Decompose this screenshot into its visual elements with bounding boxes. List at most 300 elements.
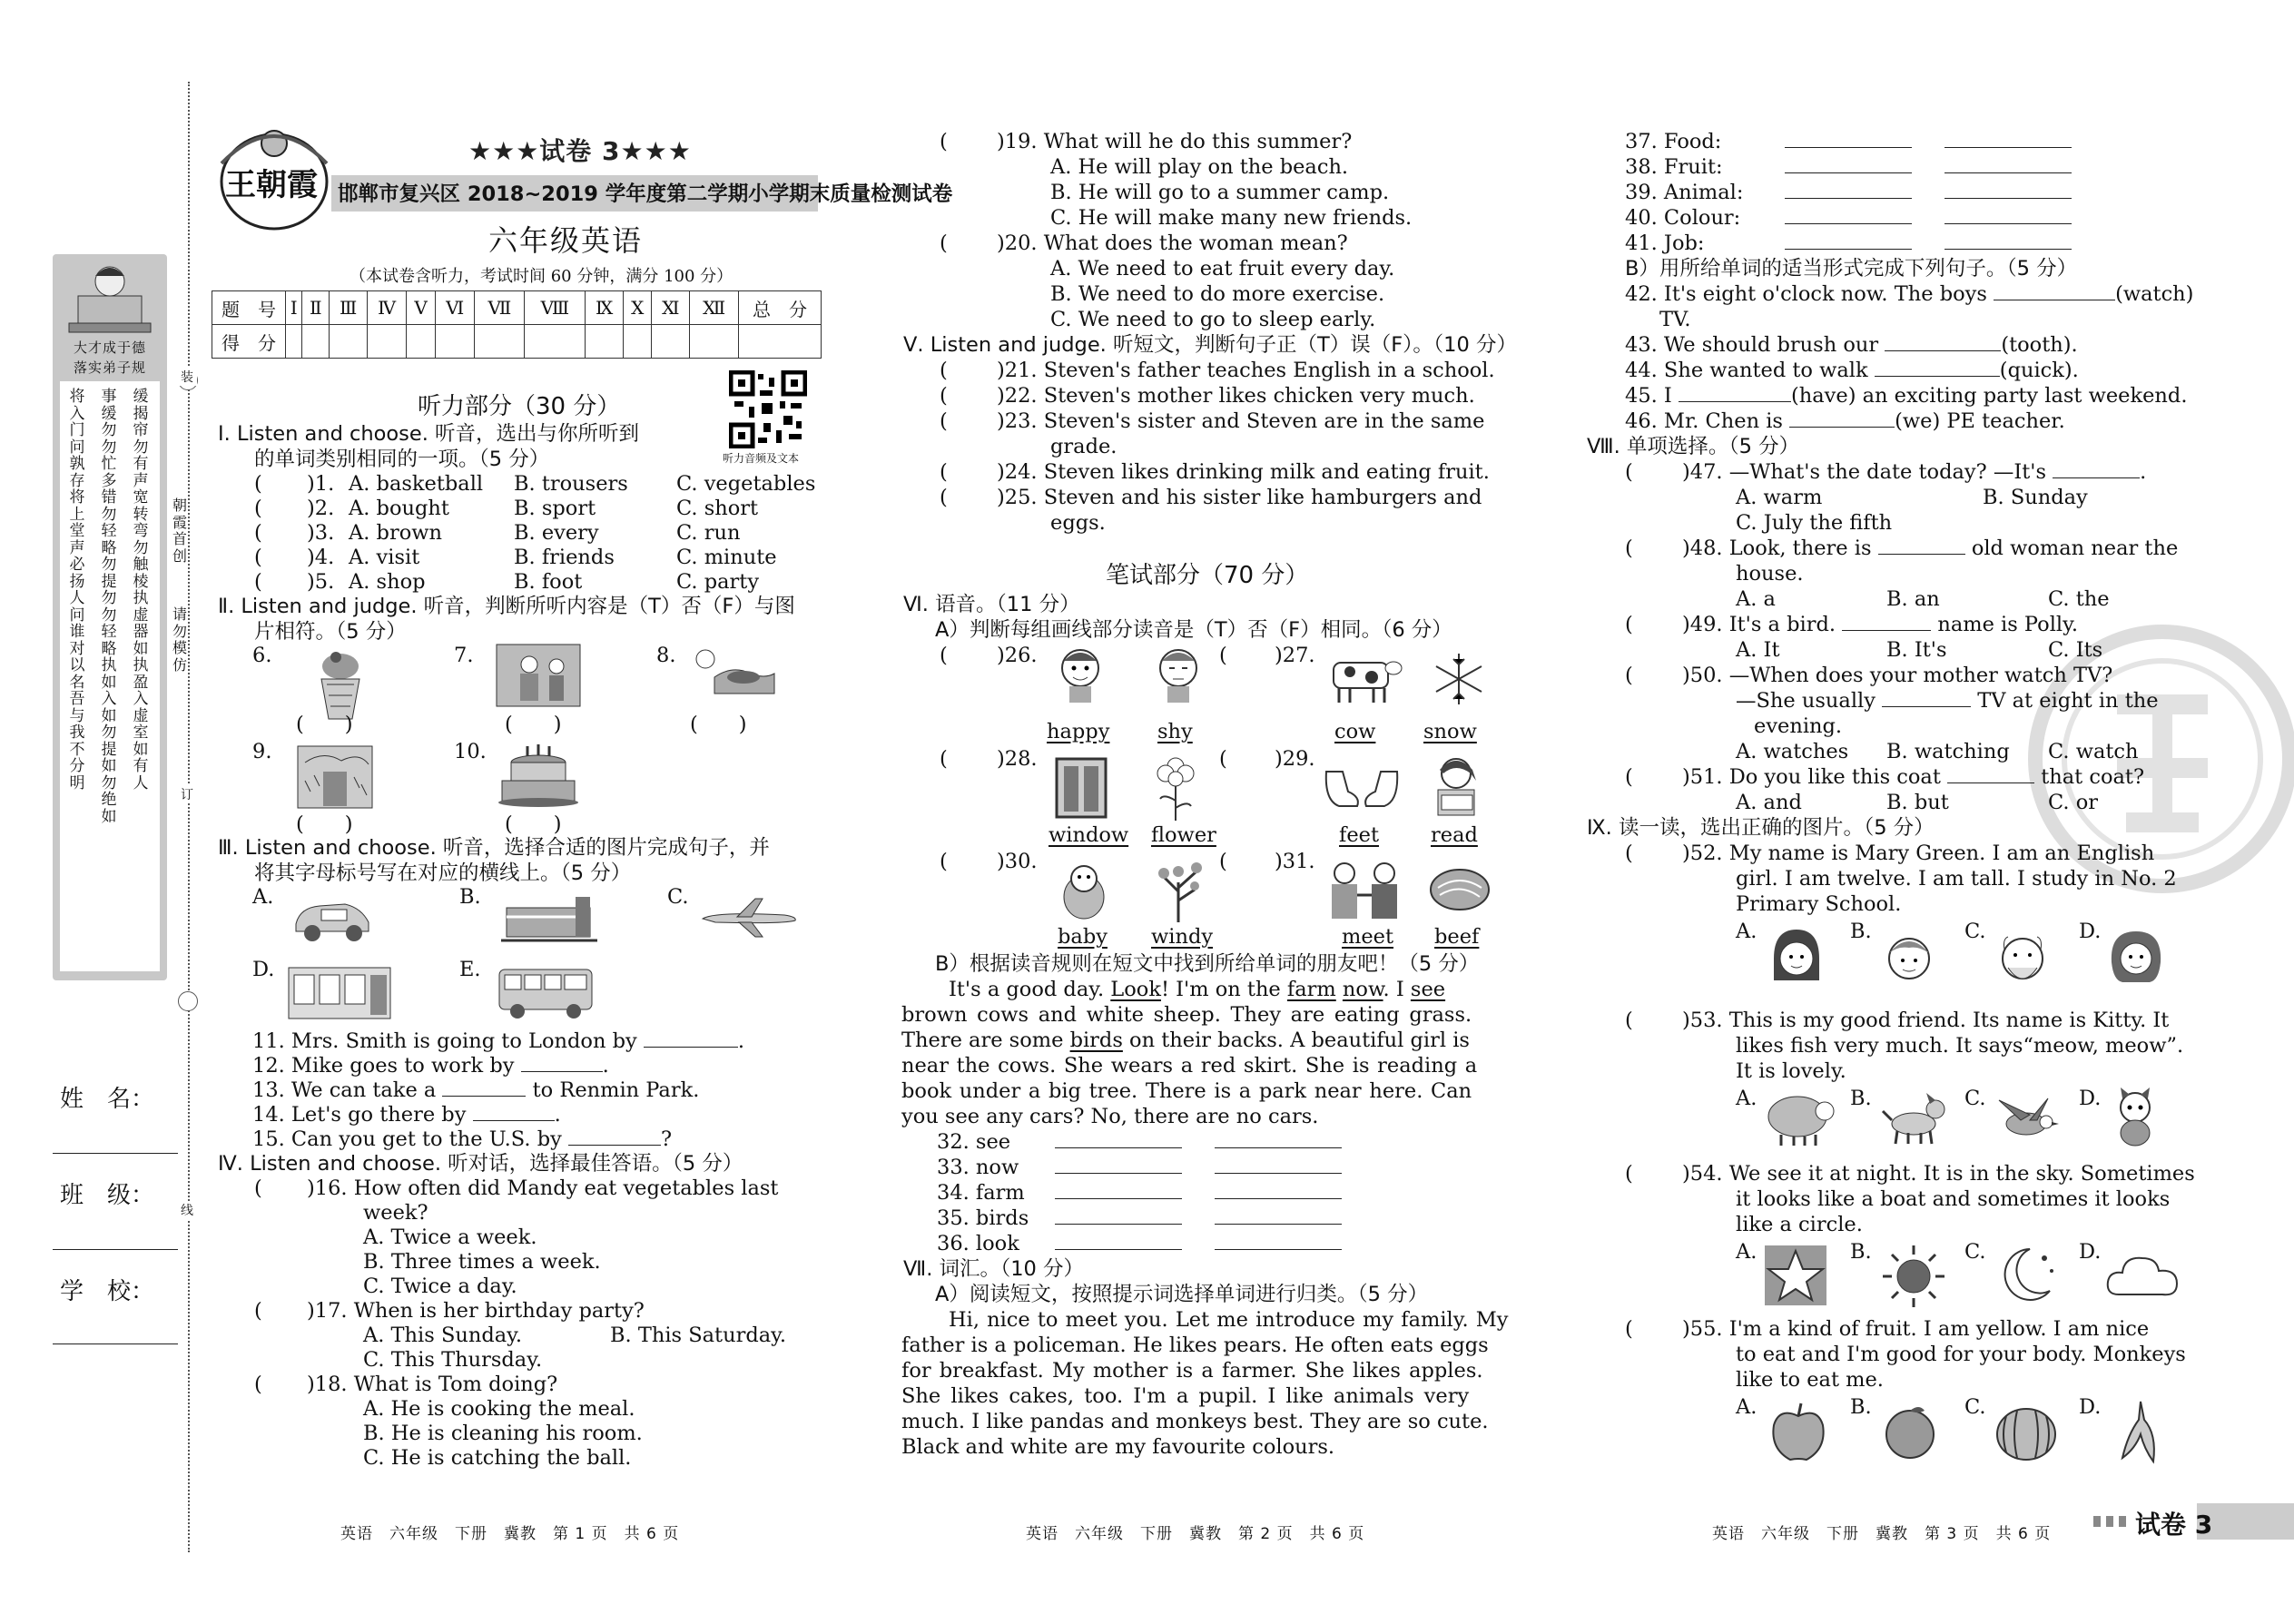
answer-bracket[interactable]: ( — [940, 130, 948, 153]
score-cell: Ⅶ — [475, 291, 525, 325]
score-cell: Ⅵ — [435, 291, 474, 325]
answer-bracket[interactable]: ( — [254, 1299, 262, 1323]
section-7a-title: A）阅读短文，按照提示词选择单词进行归类。（5 分） — [935, 1283, 1429, 1306]
score-input[interactable] — [739, 325, 822, 359]
q18-option-b: B. He is cleaning his room. — [363, 1422, 643, 1445]
qr-caption: 听力音频及文本 — [723, 452, 800, 465]
q4-option-a: A. visit — [349, 546, 420, 569]
rain-image — [296, 744, 374, 810]
q47-option-c: C. July the fifth — [1736, 511, 1893, 535]
apple-image[interactable] — [1768, 1402, 1828, 1463]
score-cell: Ⅸ — [586, 291, 624, 325]
score-cell: Ⅱ — [302, 291, 330, 325]
q48-blank[interactable] — [1878, 537, 1965, 555]
q1-option-b: B. trousers — [514, 472, 628, 496]
bus-image — [496, 964, 596, 1022]
score-cell: Ⅷ — [525, 291, 586, 325]
girl-reading-image — [1425, 753, 1489, 821]
page-1-footer: 英语 六年级 下册 冀教 第 1 页 共 6 页 — [340, 1525, 680, 1543]
q3-option-b: B. every — [514, 521, 599, 545]
answer-bracket[interactable]: ( — [1625, 842, 1633, 865]
q39-blank-1[interactable] — [1785, 180, 1912, 199]
vocab-passage-line-5: much. I like pandas and monkeys best. They are so cute. — [901, 1410, 1489, 1433]
cake-image — [309, 648, 372, 721]
dog-image[interactable] — [1876, 1088, 1948, 1147]
bird-image[interactable] — [1990, 1093, 2063, 1147]
score-cell: Ⅺ — [652, 291, 690, 325]
section-1-title — [218, 421, 639, 447]
q51-tail: that coat? — [2041, 765, 2145, 789]
answer-bracket[interactable]: ( — [940, 384, 948, 408]
answer-bracket[interactable]: ( — [940, 460, 948, 484]
answer-bracket[interactable]: ( — [1625, 664, 1633, 687]
answer-bracket[interactable]: ( — [254, 497, 262, 520]
q42 — [1625, 281, 2193, 307]
score-input[interactable] — [330, 325, 368, 359]
vocab-passage-line-2: father is a policeman. He likes pears. He often eats eggs — [901, 1334, 1489, 1357]
q36-blank-1[interactable] — [1055, 1231, 1182, 1250]
answer-bracket[interactable]: ( — [254, 570, 262, 594]
q21: )21. Steven's father teaches English in a school. — [997, 359, 1495, 382]
exam-title: 邯郸市复兴区 2018~2019 学年度第二学期小学期末质量检测试卷 — [338, 182, 953, 206]
q53-option-c-label: C. — [1964, 1087, 1986, 1110]
q55-line-2: to eat and I'm good for your body. Monkeys — [1736, 1343, 2186, 1366]
airplane-image — [697, 895, 799, 940]
sheep-image[interactable] — [1761, 1089, 1837, 1147]
q6-bracket[interactable]: ( ) — [296, 713, 353, 736]
q11: 11. Mrs. Smith is going to London by . — [252, 1029, 745, 1053]
answer-bracket[interactable]: ( — [940, 747, 948, 771]
answer-bracket[interactable]: ( — [1219, 747, 1227, 771]
q37 — [1625, 129, 2104, 154]
q41 — [1625, 231, 2104, 256]
q49-option-b: B. It's — [1886, 638, 1947, 662]
q32 — [937, 1129, 1374, 1155]
moon-image[interactable] — [1994, 1244, 2059, 1307]
q4-option-b: B. friends — [514, 546, 615, 569]
answer-bracket[interactable]: ( — [1219, 850, 1227, 873]
answer-bracket[interactable]: ( — [940, 409, 948, 433]
q47-stem: )47. —What's the date today? —It's . — [1682, 460, 2147, 484]
beach-image — [687, 646, 778, 701]
answer-bracket[interactable]: ( — [1625, 765, 1633, 789]
score-cell: 得 分 — [212, 325, 286, 359]
answer-bracket[interactable]: ( — [940, 644, 948, 667]
q20-option-a: A. We need to eat fruit every day. — [1050, 257, 1395, 281]
q50-option-c: C. watch — [2048, 740, 2139, 763]
score-input[interactable] — [525, 325, 586, 359]
name-field[interactable] — [53, 1153, 178, 1154]
q50-text: —She usually — [1736, 689, 1876, 713]
school-field[interactable] — [53, 1343, 178, 1344]
score-input[interactable] — [652, 325, 690, 359]
q53-line-1: )53. This is my good friend. Its name is Kitty. It — [1682, 1009, 2170, 1032]
section-1-title-2: 的单词类别相同的一项。（5 分） — [254, 448, 550, 471]
q48-option-c: C. the — [2048, 587, 2110, 611]
phonics-passage-line-6: you see any cars? No, there are no cars. — [901, 1105, 1319, 1128]
q12-text: 12. Mike goes to work by — [252, 1054, 515, 1078]
q15-text: 15. Can you get to the U.S. by — [252, 1127, 562, 1151]
word-feet — [1339, 822, 1379, 848]
answer-bracket[interactable]: ( — [254, 1373, 262, 1396]
q46-blank[interactable] — [1789, 410, 1895, 428]
word-flower — [1151, 822, 1216, 848]
q40 — [1625, 205, 2104, 231]
option-c-label: C. — [667, 885, 689, 909]
score-input[interactable] — [302, 325, 330, 359]
vocab-passage-line-4: She likes cakes, too. I'm a pupil. I like animals very — [901, 1384, 1470, 1408]
q17-option-c: C. This Thursday. — [363, 1348, 543, 1372]
score-input[interactable] — [368, 325, 407, 359]
word-snow-text: snow — [1423, 720, 1477, 743]
q25: )25. Steven and his sister like hamburgers and — [997, 486, 1482, 509]
word-happy — [1047, 719, 1109, 744]
class-field[interactable] — [53, 1249, 178, 1250]
q52-line-1: )52. My name is Mary Green. I am an English — [1682, 842, 2155, 865]
section-9-title: Ⅸ. 读一读，选出正确的图片。（5 分） — [1587, 816, 1935, 840]
q8-number: 8. — [656, 644, 676, 667]
q39-label: 39. Animal: — [1625, 181, 1744, 204]
q55-line-1: )55. I'm a kind of fruit. I am yellow. I am nice — [1682, 1317, 2150, 1341]
sun-image[interactable] — [1881, 1244, 1946, 1309]
q51-option-c: C. or — [2048, 791, 2099, 814]
slogan-1: 大才成于德 — [73, 340, 146, 356]
section-7b-title: B）用所给单词的适当形式完成下列句子。（5 分） — [1625, 257, 2078, 281]
answer-bracket[interactable]: ( — [254, 472, 262, 496]
q25-cont: eggs. — [1050, 511, 1106, 535]
q14: 14. Let's go there by . — [252, 1103, 561, 1127]
section-2-title-2: 片相符。（5 分） — [254, 620, 407, 644]
q32-blank-2[interactable] — [1215, 1129, 1342, 1148]
answer-bracket[interactable]: ( — [254, 546, 262, 569]
word-cow — [1334, 719, 1375, 744]
option-a-label: A. — [252, 885, 274, 909]
answer-bracket[interactable]: ( — [254, 1176, 262, 1200]
score-cell: 总 分 — [739, 291, 822, 325]
q43 — [1625, 332, 2078, 358]
q50-blank[interactable] — [1882, 690, 1971, 707]
qr-code[interactable] — [729, 370, 807, 448]
q54-option-c-label: C. — [1964, 1240, 1986, 1264]
q50-stem-3: evening. — [1754, 714, 1843, 738]
q52-option-b-label: B. — [1850, 920, 1872, 943]
name-label: 姓 名： — [60, 1086, 155, 1113]
answer-bracket[interactable]: ( — [1625, 460, 1633, 484]
corner-tag: 试卷 3 — [2135, 1510, 2213, 1540]
q17-stem: )17. When is her birthday party? — [307, 1299, 645, 1323]
q43-blank[interactable] — [1885, 334, 2001, 351]
written-part-title: 笔试部分（70 分） — [1106, 562, 1309, 589]
q49-stem — [1682, 612, 2078, 637]
dotted-cut-line — [188, 82, 190, 1552]
q11-blank[interactable] — [644, 1030, 738, 1048]
class-label: 班 级： — [60, 1182, 155, 1209]
q39-blank-2[interactable] — [1944, 180, 2072, 199]
section-6-title: Ⅵ. 语音。（11 分） — [903, 593, 1080, 616]
q34-blank-2[interactable] — [1215, 1180, 1342, 1199]
score-input[interactable] — [475, 325, 525, 359]
q9-number: 9. — [252, 740, 272, 763]
q3-option-a: A. brown — [349, 521, 443, 545]
q41-blank-2[interactable] — [1944, 231, 2072, 250]
q1-option-c: C. vegetables — [676, 472, 816, 496]
q19-stem: )19. What will he do this summer? — [997, 130, 1353, 153]
q47-blank[interactable] — [2053, 461, 2140, 478]
section-2-title: Ⅱ. Listen and judge. 听音，判断所听内容是（T）否（F）与图 — [218, 595, 795, 618]
phonics-passage-line-4: near the cows. She wears a red skirt. She is reading a — [901, 1054, 1478, 1078]
q10-bracket[interactable]: ( ) — [505, 812, 562, 836]
q28-number: )28. — [997, 747, 1038, 771]
q49-blank[interactable] — [1842, 614, 1931, 631]
q35 — [937, 1206, 1374, 1231]
q41-blank-1[interactable] — [1785, 231, 1912, 250]
q32-blank-1[interactable] — [1055, 1129, 1182, 1148]
two-men-meeting-image — [1321, 859, 1408, 920]
cow-image — [1321, 650, 1403, 708]
boy-face-image[interactable] — [1877, 926, 1941, 991]
score-input[interactable] — [435, 325, 474, 359]
word-feet-text: feet — [1339, 823, 1380, 847]
q40-label: 40. Colour: — [1625, 206, 1741, 230]
q1-option-a: A. basketball — [349, 472, 484, 496]
page-2-footer: 英语 六年级 下册 冀教 第 2 页 共 6 页 — [1026, 1525, 1365, 1543]
score-cell: Ⅳ — [368, 291, 407, 325]
q52-option-a-label: A. — [1736, 920, 1757, 943]
score-cell: Ⅹ — [624, 291, 652, 325]
score-input[interactable] — [624, 325, 652, 359]
cut-label-2: 订 — [177, 785, 197, 803]
feet-image — [1321, 764, 1403, 815]
phonics-passage-line-5: book under a big tree. There is a park near here. Can — [901, 1079, 1472, 1103]
q8-bracket[interactable]: ( ) — [690, 713, 747, 736]
q50-tail: TV at eight in the — [1977, 689, 2159, 713]
word-baby-text: baby — [1058, 925, 1108, 949]
answer-bracket[interactable]: ( — [940, 486, 948, 509]
page-3-footer: 英语 六年级 下册 冀教 第 3 页 共 6 页 — [1712, 1525, 2052, 1543]
q45-blank[interactable] — [1679, 385, 1791, 402]
q35-blank-1[interactable] — [1055, 1206, 1182, 1225]
q51-text: )51. Do you like this coat — [1682, 765, 1941, 789]
word-window-text: window — [1049, 823, 1129, 847]
q38-blank-1[interactable] — [1785, 154, 1912, 173]
q38 — [1625, 154, 2104, 180]
q49-text: )49. It's a bird. — [1682, 613, 1836, 636]
q53-option-b-label: B. — [1850, 1087, 1872, 1110]
section-1-title-en: Ⅰ. Listen and choose. — [218, 422, 428, 446]
word-cow-text: cow — [1334, 720, 1376, 743]
answer-bracket[interactable]: ( — [1625, 1009, 1633, 1032]
q41-label: 41. Job: — [1625, 231, 1705, 255]
score-input[interactable] — [407, 325, 436, 359]
answer-bracket[interactable]: ( — [940, 850, 948, 873]
q6-number: 6. — [252, 644, 272, 667]
q20-option-c: C. We need to go to sleep early. — [1050, 308, 1376, 331]
q40-blank-2[interactable] — [1944, 205, 2072, 224]
q17-option-b: B. This Saturday. — [610, 1324, 787, 1347]
q13-text: 13. We can take a — [252, 1078, 437, 1102]
q33-blank-2[interactable] — [1215, 1155, 1342, 1174]
watermelon-image[interactable] — [1994, 1403, 2059, 1463]
car-image — [289, 891, 376, 946]
score-input[interactable] — [586, 325, 624, 359]
cloud-image[interactable] — [2104, 1251, 2181, 1302]
q51-blank[interactable] — [1947, 766, 2034, 783]
shopping-image — [493, 637, 584, 710]
q48-option-b: B. an — [1886, 587, 1940, 611]
windy-tree-image — [1151, 855, 1209, 924]
q5-option-c: C. party — [676, 570, 760, 594]
boy-face-image — [1055, 645, 1106, 704]
q23-cont: grade. — [1050, 435, 1117, 458]
old-man-face-image[interactable] — [1990, 928, 2055, 993]
q2-option-c: C. short — [676, 497, 759, 520]
answer-bracket[interactable]: ( — [1625, 1162, 1633, 1186]
q52-line-2: girl. I am twelve. I am tall. I study in No. 2 — [1736, 867, 2177, 891]
q5-option-a: A. shop — [349, 570, 426, 594]
star-image[interactable] — [1763, 1244, 1828, 1307]
q44 — [1625, 358, 2079, 383]
q52-option-d-label: D. — [2079, 920, 2102, 943]
q33-label: 33. now — [937, 1156, 1019, 1179]
q4-number: )4. — [307, 546, 335, 569]
q29-number: )29. — [1275, 747, 1315, 771]
q39 — [1625, 180, 2104, 205]
q19-option-a: A. He will play on the beach. — [1050, 155, 1349, 179]
q14-blank[interactable] — [473, 1104, 555, 1121]
q54-option-d-label: D. — [2079, 1240, 2102, 1264]
q43-text: 43. We should brush our — [1625, 333, 1879, 357]
answer-bracket[interactable]: ( — [1219, 644, 1227, 667]
section-3-title: Ⅲ. Listen and choose. 听音，选择合适的图片完成句子，并 — [218, 836, 770, 860]
word-window — [1049, 822, 1128, 848]
q42-cont: TV. — [1659, 308, 1691, 331]
score-cell: 题 号 — [212, 291, 286, 325]
section-8-title: Ⅷ. 单项选择。（5 分） — [1587, 435, 1800, 458]
q50-option-a: A. watches — [1736, 740, 1849, 763]
train-image — [497, 891, 599, 948]
q55-option-a-label: A. — [1736, 1395, 1757, 1419]
girl-face-image[interactable] — [1765, 926, 1828, 991]
q33-blank-1[interactable] — [1055, 1155, 1182, 1174]
answer-bracket[interactable]: ( — [1625, 1317, 1633, 1341]
q13-blank[interactable] — [442, 1079, 526, 1097]
q46-text: 46. Mr. Chen is — [1625, 409, 1783, 433]
answer-bracket[interactable]: ( — [1625, 613, 1633, 636]
corner-dots — [2093, 1516, 2130, 1527]
option-b-label: B. — [459, 885, 481, 909]
score-cell: Ⅰ — [286, 291, 302, 325]
q47-option-b: B. Sunday — [1983, 486, 2088, 509]
banana-image[interactable] — [2108, 1398, 2173, 1467]
q16-option-a: A. Twice a week. — [363, 1225, 537, 1249]
q1-number: )1. — [307, 472, 335, 496]
orange-image[interactable] — [1881, 1403, 1939, 1462]
section-6a-title: A）判断每组画线部分读音是（T）否（F）相同。（6 分） — [935, 618, 1452, 642]
q11-text: 11. Mrs. Smith is going to London by — [252, 1029, 637, 1053]
q51-option-a: A. and — [1736, 791, 1802, 814]
q42-blank[interactable] — [1994, 283, 2115, 300]
side-note-2: 请勿模仿 — [172, 605, 187, 674]
word-baby — [1058, 924, 1108, 950]
q26-number: )26. — [997, 644, 1038, 667]
q2-option-a: A. bought — [349, 497, 449, 520]
q36 — [937, 1231, 1374, 1256]
score-input[interactable] — [690, 325, 739, 359]
q14-text: 14. Let's go there by — [252, 1103, 467, 1127]
q20-stem: )20. What does the woman mean? — [997, 231, 1348, 255]
q15-blank[interactable] — [568, 1128, 661, 1146]
q44-blank[interactable] — [1875, 359, 2000, 377]
q37-blank-1[interactable] — [1785, 129, 1912, 148]
q2-option-b: B. sport — [514, 497, 596, 520]
cat-image[interactable] — [2106, 1086, 2164, 1149]
q53-line-2: likes fish very much. It says“meow, meow”. — [1736, 1034, 2184, 1058]
q37-blank-2[interactable] — [1944, 129, 2072, 148]
q22: )22. Steven's mother likes chicken very much. — [997, 384, 1475, 408]
word-shy — [1157, 719, 1193, 744]
q55-line-3: like to eat me. — [1736, 1368, 1884, 1392]
q40-blank-1[interactable] — [1785, 205, 1912, 224]
q44-text: 44. She wanted to walk — [1625, 359, 1868, 382]
q4-option-c: C. minute — [676, 546, 777, 569]
q16-stem: )16. How often did Mandy eat vegetables last — [307, 1176, 779, 1200]
word-beef — [1434, 924, 1479, 950]
poem-col-3: 缓揭帘勿有声宽转弯勿触棱执虚器如执盈入虚室如有人 — [133, 388, 149, 792]
q9-bracket[interactable]: ( ) — [296, 812, 353, 836]
q45-hint: (have) an exciting party last weekend. — [1790, 384, 2188, 408]
q49-option-a: A. It — [1736, 638, 1780, 662]
q54-option-b-label: B. — [1850, 1240, 1872, 1264]
q7-bracket[interactable]: ( ) — [505, 713, 562, 736]
answer-bracket[interactable]: ( — [940, 231, 948, 255]
q48-text: )48. Look, there is — [1682, 536, 1872, 560]
score-input[interactable] — [286, 325, 302, 359]
word-beef-text: beef — [1434, 925, 1480, 949]
answer-bracket[interactable]: ( — [254, 521, 262, 545]
q5-option-b: B. foot — [514, 570, 583, 594]
q42-hint: (watch) — [2115, 282, 2194, 306]
q37-label: 37. Food: — [1625, 130, 1722, 153]
phonics-passage-line-1: It's a good day. Look! I'm on the farm now. I see — [949, 978, 1446, 1001]
q46 — [1625, 408, 2065, 434]
word-windy — [1151, 924, 1213, 950]
q47-option-a: A. warm — [1736, 486, 1823, 509]
q30-number: )30. — [997, 850, 1038, 873]
score-cell: Ⅴ — [407, 291, 436, 325]
q48-cont: house. — [1736, 562, 1804, 586]
q38-blank-2[interactable] — [1944, 154, 2072, 173]
score-cell: Ⅲ — [330, 291, 368, 325]
q27-number: )27. — [1275, 644, 1315, 667]
q48-tail: old woman near the — [1971, 536, 2179, 560]
subway-image — [287, 964, 392, 1022]
woman-face-image[interactable] — [2104, 926, 2168, 993]
vocab-passage-line-1: Hi, nice to meet you. Let me introduce my family. My — [949, 1308, 1509, 1332]
answer-bracket[interactable]: ( — [940, 359, 948, 382]
q18-option-c: C. He is catching the ball. — [363, 1446, 632, 1470]
q13-tail: to Renmin Park. — [532, 1078, 700, 1102]
cut-circle-2 — [178, 991, 198, 1011]
q35-blank-2[interactable] — [1215, 1206, 1342, 1225]
q34-blank-1[interactable] — [1055, 1180, 1182, 1199]
beef-image — [1427, 864, 1492, 915]
answer-bracket[interactable]: ( — [1625, 536, 1633, 560]
listening-part-title: 听力部分（30 分） — [418, 393, 621, 420]
q10-number: 10. — [454, 740, 487, 763]
q12-blank[interactable] — [521, 1055, 603, 1072]
q45-text: 45. I — [1625, 384, 1672, 408]
q36-blank-2[interactable] — [1215, 1231, 1342, 1250]
